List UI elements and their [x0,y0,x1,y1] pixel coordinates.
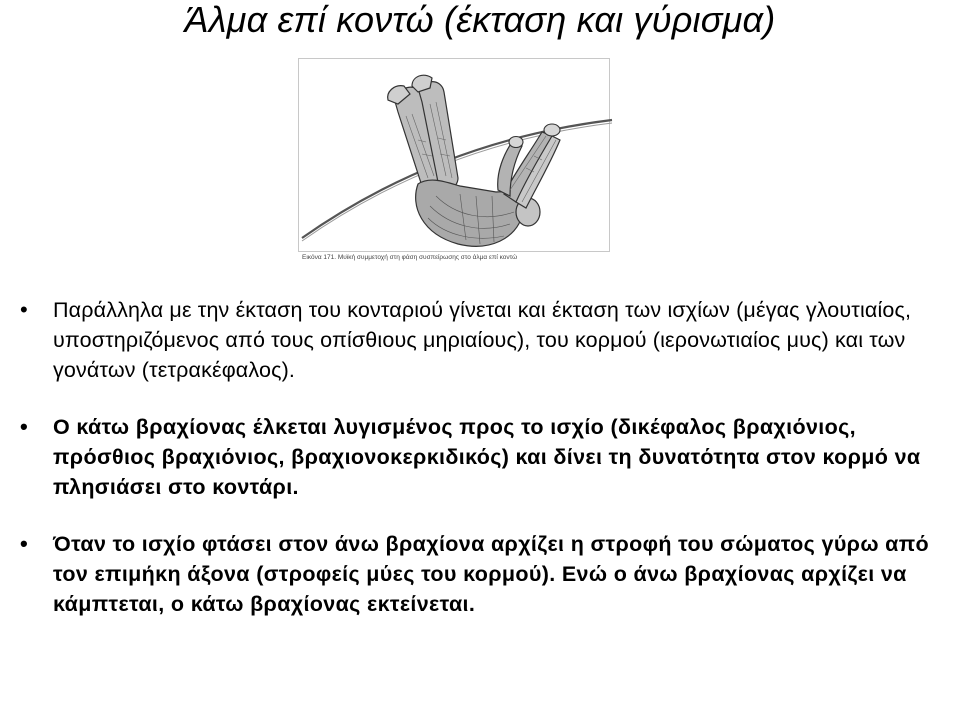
bullet-item-hip-extension [20,295,940,385]
bullet-marker: • [20,531,29,556]
pole-vault-illustration [290,56,618,266]
vaulter-hand-lower [509,137,523,148]
vaulter-hand-upper [544,124,560,136]
slide-title: Άλμα επί κοντώ (έκταση και γύρισμα) [184,0,776,40]
bullet-list [20,295,940,619]
bullet-marker: • [20,414,29,439]
bullet-item-rotation [20,529,940,619]
bullet-marker: • [20,297,28,322]
figure-caption: Εικόνα 171. Μυϊκή συμμετοχή στη φάση συσπείρωσης στο άλμα επί κοντώ [302,254,518,261]
pole-vault-drawing [290,56,618,266]
bullet-text: Ο κάτω βραχίονας έλκεται λυγισμένος προς το ισχίο (δικέφαλος βραχιόνιος, πρόσθιος βραχιόνιος, βραχιονοκερκιδικός) και δίνει τη δυνατότητα στον κορμό να πλησιάσει στο κοντάρι. [53,415,921,499]
bullet-item-lower-arm [20,412,940,502]
bullet-text: Παράλληλα με την έκταση του κονταριού γίνεται και έκταση των ισχίων (μέγας γλουτιαίος, υποστηριζόμενος από τους οπίσθιους μηριαίους), του κορμού (ιερονωτιαίος μυς) και των γονάτων (τετρακέφαλος). [53,298,912,382]
vaulter-legs [388,75,458,189]
bullet-text: Όταν το ισχίο φτάσει στον άνω βραχίονα αρχίζει η στροφή του σώματος γύρω από τον επιμήκη άξονα (στροφείς μύες του κορμού). Ενώ ο άνω βραχίονας αρχίζει να κάμπτεται, ο κάτω βραχίονας εκτείνεται. [53,532,930,616]
